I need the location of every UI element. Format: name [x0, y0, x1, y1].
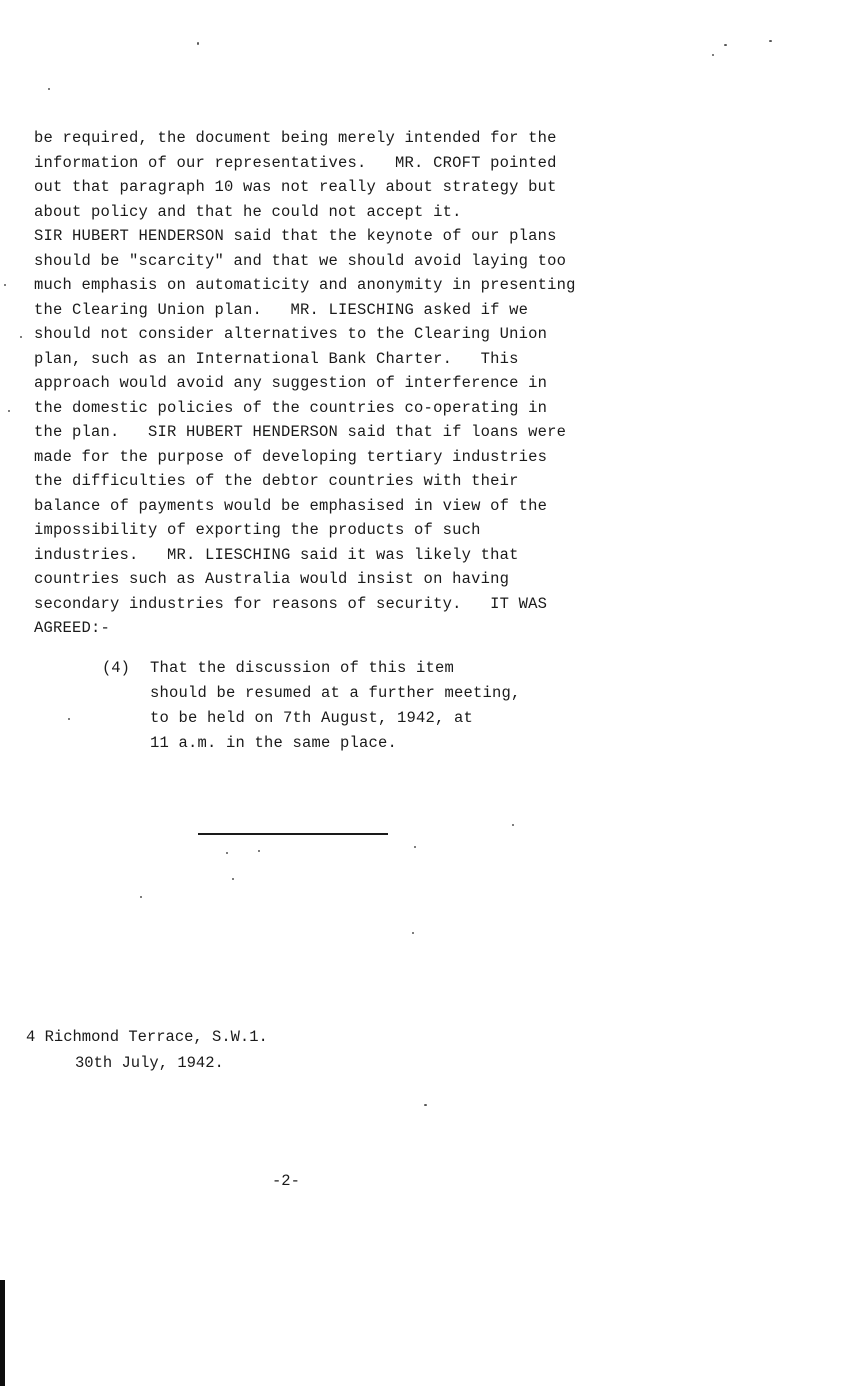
- scan-speck: [48, 88, 50, 90]
- body-line: plan, such as an International Bank Charter. This: [34, 349, 519, 368]
- scan-speck: [226, 852, 228, 854]
- body-line: the domestic policies of the countries co-operating in: [34, 398, 548, 417]
- body-line: out that paragraph 10 was not really about strategy but: [34, 178, 557, 196]
- resolution-line: That the discussion of this item: [150, 659, 455, 677]
- body-line: about policy and that he could not accept it.: [34, 202, 462, 221]
- scan-speck: [140, 896, 142, 898]
- body-line: made for the purpose of developing tertiary industries: [34, 447, 548, 466]
- body-line: the Clearing Union plan. MR. LIESCHING asked if we: [34, 300, 529, 319]
- body-line: industries. MR. LIESCHING said it was likely that: [34, 545, 519, 564]
- scan-speck: [68, 718, 70, 720]
- resolution-number: (4): [102, 659, 130, 677]
- body-line: approach would avoid any suggestion of interference in: [34, 374, 548, 392]
- address-street: 4 Richmond Terrace, S.W.1.: [26, 1028, 268, 1046]
- scan-speck: [8, 410, 10, 412]
- scan-speck: [232, 878, 234, 880]
- scan-speck: [412, 932, 414, 934]
- scan-speck: [724, 44, 727, 46]
- address-block: [26, 1024, 268, 1076]
- resolution-line: to be held on 7th August, 1942, at: [150, 709, 474, 727]
- body-line: much emphasis on automaticity and anonymity in presenting: [34, 276, 576, 294]
- body-line: secondary industries for reasons of security. IT WAS: [34, 594, 548, 613]
- body-line: impossibility of exporting the products of such: [34, 521, 481, 539]
- resolution-text: [150, 656, 521, 756]
- body-line: AGREED:-: [34, 619, 111, 637]
- minutes-body: [34, 126, 614, 641]
- scan-speck: [414, 846, 416, 848]
- scan-speck: [4, 284, 6, 286]
- page-number: -2-: [272, 1172, 300, 1190]
- scan-speck: [20, 336, 22, 338]
- body-line: the plan. SIR HUBERT HENDERSON said that if loans were: [34, 423, 567, 441]
- scan-speck: [197, 42, 199, 45]
- resolution-line: 11 a.m. in the same place.: [150, 734, 398, 752]
- body-line: be required, the document being merely intended for the: [34, 129, 557, 147]
- scan-speck: [512, 824, 514, 826]
- body-line: should not consider alternatives to the Clearing Union: [34, 325, 548, 343]
- resolution-line: should be resumed at a further meeting,: [150, 684, 521, 702]
- scan-speck: [424, 1104, 427, 1106]
- scan-margin-bar: [0, 1280, 5, 1386]
- body-line: should be "scarcity" and that we should avoid laying too: [34, 251, 567, 270]
- scan-speck: [712, 54, 714, 56]
- scan-speck: [258, 850, 260, 852]
- body-line: balance of payments would be emphasised in view of the: [34, 496, 548, 515]
- body-line: SIR HUBERT HENDERSON said that the keynote of our plans: [34, 227, 557, 245]
- scan-speck: [769, 40, 772, 42]
- address-date: 30th July, 1942.: [75, 1054, 224, 1072]
- body-line: information of our representatives. MR. CROFT pointed: [34, 153, 557, 172]
- body-line: countries such as Australia would insist on having: [34, 570, 510, 588]
- body-line: the difficulties of the debtor countries with their: [34, 472, 519, 490]
- closing-rule: [198, 833, 388, 835]
